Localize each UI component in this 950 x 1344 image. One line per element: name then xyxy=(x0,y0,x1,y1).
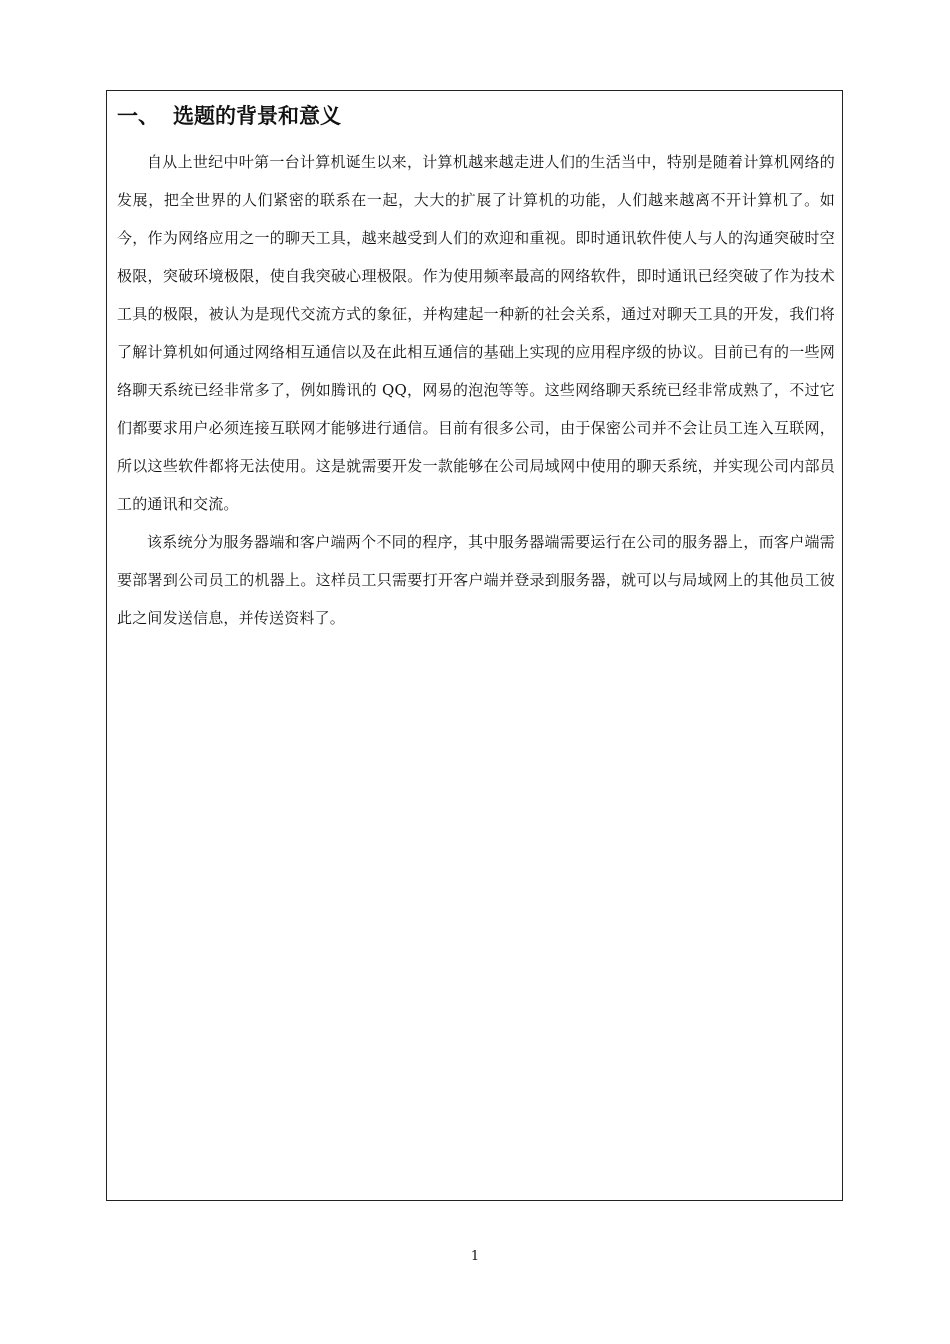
section-number: 一、 xyxy=(117,104,159,128)
section-heading xyxy=(117,101,341,131)
content-frame xyxy=(106,90,843,1201)
body-text xyxy=(117,143,835,637)
page-number: 1 xyxy=(470,1249,480,1264)
paragraph-background: 自从上世纪中叶第一台计算机诞生以来，计算机越来越走进人们的生活当中，特别是随着计算机网络的发展，把全世界的人们紧密的联系在一起，大大的扩展了计算机的功能，人们越来越离不开计算机了。如今，作为网络应用之一的聊天工具，越来越受到人们的欢迎和重视。即时通讯软件使人与人的沟通突破时空极限，突破环境极限，使自我突破心理极限。作为使用频率最高的网络软件，即时通讯已经突破了作为技术工具的极限，被认为是现代交流方式的象征，并构建起一种新的社会关系，通过对聊天工具的开发，我们将了解计算机如何通过网络相互通信以及在此相互通信的基础上实现的应用程序级的协议。目前已有的一些网络聊天系统已经非常多了，例如腾讯的 QQ，网易的泡泡等等。这些网络聊天系统已经非常成熟了，不过它们都要求用户必须连接互联网才能够进行通信。目前有很多公司，由于保密公司并不会让员工连入互联网，所以这些软件都将无法使用。这是就需要开发一款能够在公司局域网中使用的聊天系统，并实现公司内部员工的通讯和交流。 xyxy=(117,153,835,513)
section-title: 选题的背景和意义 xyxy=(173,104,341,128)
paragraph-system-overview: 该系统分为服务器端和客户端两个不同的程序，其中服务器端需要运行在公司的服务器上，而客户端需要部署到公司员工的机器上。这样员工只需要打开客户端并登录到服务器，就可以与局域网上的其他员工彼此之间发送信息，并传送资料了。 xyxy=(117,533,835,627)
